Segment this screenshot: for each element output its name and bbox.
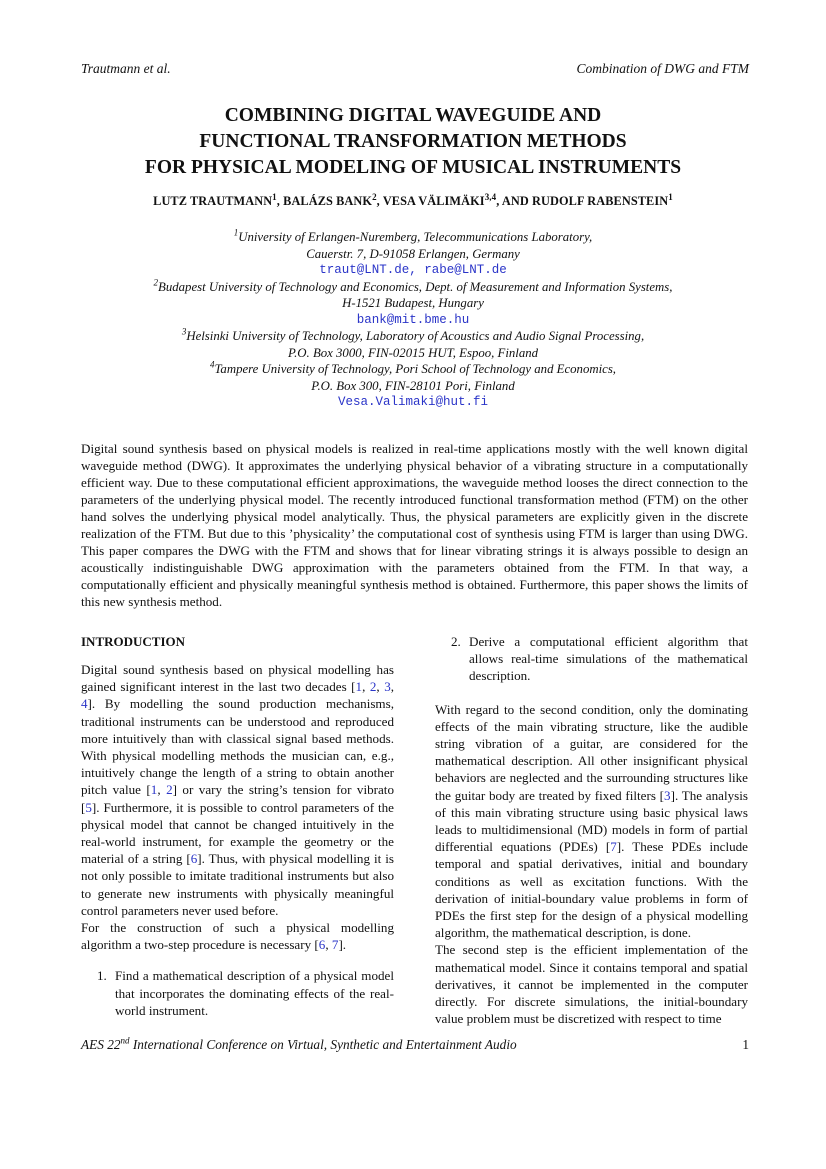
affiliation-line: Cauerstr. 7, D-91058 Erlangen, Germany [306,246,520,261]
author-affil-mark: 1 [668,191,673,202]
title-line: FOR PHYSICAL MODELING OF MUSICAL INSTRUMENTS [144,157,682,178]
author-affil-mark: 3,4 [484,191,497,202]
right-column [435,633,748,1027]
citation-link[interactable]: 2 [166,782,173,798]
citation-link[interactable]: 3 [384,679,391,695]
procedure-list [435,633,748,685]
intro-paragraph: The second step is the efficient implementation of the mathematical model. Since it contains temporal and spatial derivatives, it cannot be implemented in the computer directly. For discrete simulations, the initial-boundary value problem must be discretized with respect to time [435,942,748,1027]
list-item: 1. Find a mathematical description of a physical model that incorporates the dominating effects of the real-world instrument. [97,968,394,1018]
intro-paragraph: For the construction of such a physical modelling algorithm a two-step procedure is necessary [6, 7]. [81,920,394,953]
citation-link[interactable]: 6 [318,937,326,953]
affiliation-line: H-1521 Budapest, Hungary [342,296,484,310]
citation-link[interactable]: 6 [190,851,198,867]
title-line: FUNCTIONAL TRANSFORMATION METHODS [199,131,627,152]
citation-link[interactable]: 5 [85,799,92,815]
running-header-title: Combination of DWG and FTM [576,61,749,76]
author-name: VESA VÄLIMÄKI [382,194,485,208]
affiliation-line: $^1$University of Erlangen-Nuremberg, Telecommunications Laboratory, [233,227,593,244]
list-item: 2. Derive a computational efficient algorithm that allows real-time simulations of the mathematical description. [451,634,748,684]
affiliation-line: P.O. Box 300, FIN-28101 Pori, Finland [311,378,515,393]
citation-link[interactable]: 3 [664,787,671,803]
title-line: COMBINING DIGITAL WAVEGUIDE AND [224,105,602,126]
email-link[interactable]: bank@mit.bme.hu [356,312,470,327]
author-affil-mark: 1 [272,191,277,202]
email-link[interactable]: traut@LNT.de, rabe@LNT.de [319,263,507,277]
author-name: BALÁZS BANK [283,194,373,208]
author-list: LUTZ TRAUTMANN$^1$, BALÁZS BANK$^2$, VESA VÄLIMÄKI$^{3,4}$, AND RUDOLF RABENSTEIN$^1$ [153,191,673,208]
author-name: LUTZ TRAUTMANN [153,194,273,208]
author-affil-mark: 2 [372,191,377,202]
intro-paragraph: With regard to the second condition, only the dominating effects of the main vibrating structure, like the audible string vibration of a guitar, are considered for the mathematical description. All other insignificant physical behaviors are neglected and the surrounding structures like the guitar body are treated by fixed filters [3]. The analysis of this main vibrating structure using basic physical laws leads to multidimensional (MD) models in form of partial differential equations (PDEs) [7]. These PDEs include temporal and spatial derivatives, initial and boundary conditions as well as excitation functions. With the derivation of initial-boundary value problems in form of PDEs the first step for the design of a physical modelling algorithm, the mathematical description, is done. [435,701,748,941]
left-column [81,633,394,1019]
citation-link[interactable]: 7 [331,937,339,953]
paper-title [0,103,826,181]
abstract: Digital sound synthesis based on physical models is realized in real-time applications mostly with the well known digital waveguide method (DWG). It approximates the underlying physical behavior of a vibrating structure in a computationally efficient way. Due to these computational efficient approximations, the waveguide method looses the direct connection to the parameters of the underlying physical model. The recently introduced functional transformation method (FTM) on the other hand solves the underlying physical model analytically. Thus, the physical parameters are explicitly given in the discrete realization of the FTM. But due to this ’physicality’ the computational cost of synthesis using FTM is larger than using DWG. This paper compares the DWG with the FTM and shows that for linear vibrating strings it is always possible to design an acoustically indistinguishable DWG approximation with the parameters obtained from the FTM. In that way, a computationally efficient and physically meaningful synthesis method is obtained. Furthermore, this paper shows the limits of this new synthesis method. [81,441,748,609]
affiliation-line: P.O. Box 3000, FIN-02015 HUT, Espoo, Finland [287,345,539,360]
section-heading: INTRODUCTION [81,634,186,649]
citation-link[interactable]: 2 [369,679,377,695]
affiliation-line: $^2$Budapest University of Technology and Economics, Dept. of Measurement and Information Systems, [153,277,673,294]
citation-link[interactable]: 1 [150,782,158,798]
affiliations [0,229,826,411]
intro-paragraph: Digital sound synthesis based on physical modelling has gained significant interest in the last two decades [1, 2, 3, 4]. By modelling the sound production mechanisms, traditional instruments can be understood and reproduced more intuitively than with classical signal based methods. With physical modelling methods the musician can, e.g., intuitively change the length of a string to obtain another pitch value [1, 2] or vary the string’s tension for vibrato [5]. Furthermore, it is possible to control parameters of the physical model that cannot be changed intuitively in the real-world instrument, for example the geometry or the material of a string [6]. Thus, with physical modelling it is not only possible to imitate traditional instruments but also to generate new instruments with physically meaningful control parameters never used before. [81,662,395,918]
affiliation-line: $^3$Helsinki University of Technology, Laboratory of Acoustics and Audio Signal Processing, [181,326,645,343]
citation-link[interactable]: 7 [610,839,617,855]
conference-footer: AES 22nd International Conference on Virtual, Synthetic and Entertainment Audio [81,1035,517,1052]
email-link[interactable]: Vesa.Valimaki@hut.fi [337,395,489,409]
affiliation-line: $^4$Tampere University of Technology, Pori School of Technology and Economics, [209,359,617,376]
page-number: 1 [742,1037,749,1052]
running-header-authors: Trautmann et al. [81,61,171,76]
author-name: AND RUDOLF RABENSTEIN [501,194,669,208]
procedure-list [81,967,394,1019]
citation-link[interactable]: 1 [355,679,363,695]
citation-link[interactable]: 4 [81,696,88,712]
